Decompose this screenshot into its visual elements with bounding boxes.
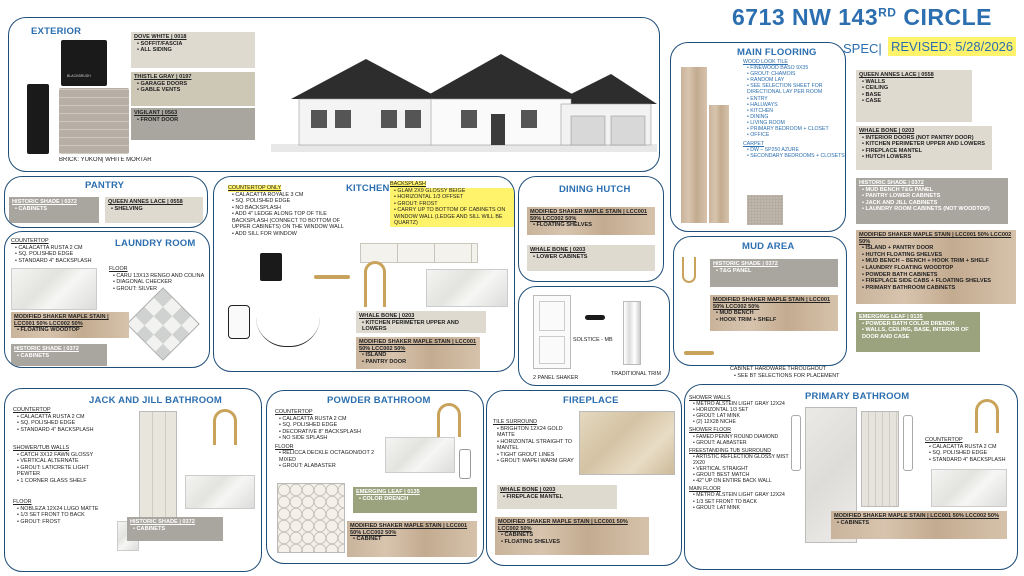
exterior-panel <box>8 17 660 172</box>
spec-item: • NOBLEZA 12X24 LUGO MATTE <box>17 506 113 513</box>
trim-sample <box>623 301 641 365</box>
section-heading: FLOOR <box>109 266 128 272</box>
swatch-item: • ISLAND + PANTRY DOOR <box>862 245 1013 252</box>
section-heading: COUNTERTOP <box>11 238 49 244</box>
section-heading: MAIN FLOOR <box>689 486 721 493</box>
checker-tile-sample <box>126 287 200 361</box>
spec-item: • HALLWAYS <box>747 102 845 108</box>
hook-icon <box>682 257 696 283</box>
spec-item: • SQ. POLISHED EDGE <box>17 420 113 427</box>
swatch-name: HISTORIC SHADE | 0372 <box>130 519 195 525</box>
swatch-maple-stain <box>356 337 480 369</box>
spec-item: • 42" UP ON ENTIRE BACK WALL <box>693 478 789 484</box>
powder-panel <box>266 390 484 564</box>
swatch-name: MODIFIED SHAKER MAPLE STAIN | LCC001 50% LCC002 50% <box>498 519 628 532</box>
paint-logo: BLACKBRUSH <box>67 74 91 78</box>
jj-floor <box>13 499 113 525</box>
spec-item: • CALACATTA RUSTA 2 CM <box>17 414 113 421</box>
section-heading: CARPET <box>743 141 765 148</box>
spec-item: • SQ. POLISHED EDGE <box>15 251 111 258</box>
section-heading: WOOD LOOK TILE <box>743 59 788 65</box>
tub-tile-sample <box>861 411 899 507</box>
spec-item: • LIVING ROOM <box>747 120 845 126</box>
spec-item: • METRO ALSTEIN LIGHT GRAY 12X24 <box>693 401 789 407</box>
swatch-maple-stain <box>831 511 1007 539</box>
swatch-name: HISTORIC SHADE | 0372 <box>713 261 778 267</box>
swatch-name: MODIFIED SHAKER MAPLE STAIN | LCC001 50% LCC002 50% <box>530 209 648 222</box>
swatch-historic-shade <box>11 344 107 366</box>
spec-item: • GROUT: FROST <box>17 519 113 526</box>
main-flooring-title: MAIN FLOORING <box>737 47 817 58</box>
swatch-item: • T&G PANEL <box>716 268 835 275</box>
swatch-name: MODIFIED SHAKER MAPLE STAIN | LCC001 50% LCC002 50% <box>359 339 477 352</box>
swatch-item: • FIREPLACE SIDE CABS + FLOATING SHELVES <box>862 278 1013 285</box>
lantern-pendant-icon <box>228 305 250 339</box>
fireplace-title: FIREPLACE <box>563 395 619 406</box>
swatch-item: • CABINETS <box>501 532 646 539</box>
spec-item: • SEE BT SELECTIONS FOR PLACEMENT <box>734 373 860 380</box>
swatch-queen-annes-lace <box>105 197 203 223</box>
swatch-maple-stain <box>495 517 649 555</box>
swatch-whale-bone <box>856 126 992 170</box>
spec-item: • CARRY UP TO BOTTOM OF CABINETS ON WINDOW WALL (LEDGE AND SILL WILL BE QUARTZ) <box>394 207 514 227</box>
swatch-item: • SOFFIT/FASCIA <box>137 41 252 48</box>
section-heading: FLOOR <box>13 499 32 505</box>
section-heading: COUNTERTOP <box>275 409 313 415</box>
laundry-title: LAUNDRY ROOM <box>115 238 196 249</box>
countertop-sample <box>11 268 97 310</box>
swatch-thistle-gray <box>131 72 255 106</box>
spec-item: • VERTICAL ALTERNATE <box>17 458 113 465</box>
swatch-item: • FIREPLACE MANTEL <box>862 148 989 155</box>
swatch-item: • LOWER CABINETS <box>533 254 652 261</box>
section-heading: FREESTANDING TUB SURROUND <box>689 447 771 454</box>
swatch-historic-shade <box>9 197 99 223</box>
swatch-item: • COLOR DRENCH <box>359 496 474 503</box>
section-heading: COUNTERTOP <box>925 437 963 443</box>
faucet-icon <box>975 399 999 433</box>
swatch-item: • CABINETS <box>837 520 1004 527</box>
spec-item: • HORIZONTAL 1/3 SET <box>693 407 789 413</box>
spec-item: • CALACATTA RUSTA 2 CM <box>929 444 1017 451</box>
swatch-item: • PANTRY DOOR <box>362 359 477 366</box>
kitchen-countertop <box>228 185 360 237</box>
kitchen-title: KITCHEN <box>346 183 390 194</box>
primary-specs <box>689 395 789 511</box>
swatch-name: EMERGING LEAF | 0135 <box>356 489 420 495</box>
swatch-item: • GARAGE DOORS <box>137 81 252 88</box>
countertop-sample <box>385 437 455 473</box>
mud-panel <box>673 236 847 366</box>
spec-item: • BRIGHTON 12X24 GOLD MATTE <box>497 426 575 439</box>
hardware-title: CABINET HARDWARE THROUGHOUT <box>730 366 827 372</box>
spec-item: • GROUT: FROST <box>394 201 514 208</box>
swatch-whale-bone <box>527 245 655 271</box>
door-panel-top <box>539 301 565 331</box>
swatch-maple-stain <box>856 230 1016 304</box>
swatch-name: WHALE BONE | 0203 <box>530 247 586 253</box>
swatch-name: HISTORIC SHADE | 0372 <box>14 346 79 352</box>
swatch-name: MODIFIED SHAKER MAPLE STAIN | LCC001 50% LCC002 50% <box>859 232 1012 245</box>
swatch-item: • HUTCH FLOATING SHELVES <box>862 252 1013 259</box>
swatch-maple-stain <box>710 295 838 331</box>
title-sup: RD <box>878 5 897 20</box>
swatch-item: • GABLE VENTS <box>137 87 252 94</box>
main-flooring-panel <box>670 42 846 232</box>
spec-item: • 1/3 SET FRONT TO BACK <box>693 499 789 505</box>
door-trim-panel <box>518 286 670 386</box>
door-panel-bottom <box>539 336 565 364</box>
swatch-item: • CABINETS <box>17 353 104 360</box>
spec-item: • DINING <box>747 114 845 120</box>
backsplash-tile-sample <box>360 243 478 263</box>
brick-label: BRICK: YUKON| WHITE MORTAR <box>59 157 152 163</box>
section-heading: SHOWER/TUB WALLS <box>13 445 70 451</box>
swatch-name: QUEEN ANNES LACE | 0558 <box>859 72 934 78</box>
jj-shower <box>13 445 113 484</box>
swatch-emerging-leaf <box>353 487 477 513</box>
swatch-item: • INTERIOR DOORS (NOT PANTRY DOOR) <box>862 135 989 142</box>
paint-swatch-deck <box>61 40 107 86</box>
spec-label: SPEC| <box>843 41 882 56</box>
swatch-item: • SHELVING <box>111 206 200 213</box>
jj-countertop <box>13 407 113 433</box>
swatch-name: WHALE BONE | 0203 <box>500 487 556 493</box>
spec-item: • NO BACKSPLASH <box>232 205 360 212</box>
fireplace-panel <box>486 390 682 566</box>
wood-tile-specs <box>743 59 845 160</box>
spec-item: • GROUT: LAT MINK <box>693 505 789 511</box>
spec-item: • SEE SELECTION SHEET FOR DIRECTIONAL LAY PER ROOM <box>747 83 845 95</box>
swatch-maple-stain <box>347 521 477 557</box>
swatch-item: • CEILING <box>862 85 969 92</box>
spec-item: • PRIMARY BEDROOM + CLOSET <box>747 126 845 132</box>
pantry-title: PANTRY <box>85 180 125 191</box>
swatch-name: MODIFIED SHAKER MAPLE STAIN | LCC001 50% LCC002 50% <box>834 513 999 519</box>
swatch-name: DOVE WHITE | 0018 <box>134 34 187 40</box>
cabinet-pull-icon <box>684 351 714 355</box>
title-main: 6713 NW 143 <box>732 4 879 30</box>
section-heading: COUNTERTOP <box>13 407 51 413</box>
spec-item: • ADD SILL FOR WINDOW <box>232 231 360 238</box>
spec-item: • HORIZONTAL 1/3 OFFSET <box>394 194 514 201</box>
swatch-whale-bone <box>356 311 486 333</box>
spec-item: • DIAGONAL CHECKER <box>113 279 210 286</box>
spec-item: • GLAM 2X9 GLOSSY BEIGE <box>394 188 514 195</box>
swatch-item: • PRIMARY BATHROOM CABINETS <box>862 285 1013 292</box>
swatch-name: WHALE BONE | 0203 <box>359 313 415 319</box>
swatch-item: • WALLS <box>862 79 969 86</box>
spec-item: • SQ. POLISHED EDGE <box>929 450 1017 457</box>
swatch-maple-stain <box>527 207 655 235</box>
swatch-item: • KITCHEN PERIMETER UPPER AND LOWERS <box>862 141 989 148</box>
spec-item: • OFFICE <box>747 132 845 138</box>
spec-item: • KITCHEN <box>747 108 845 114</box>
swatch-item: • MUD BENCH <box>716 310 835 317</box>
spec-item: • RELICCA DECKLE OCTAGON/DOT 2 MIXED <box>279 450 379 463</box>
spec-item: • GROUT: ALABASTER <box>693 440 789 446</box>
swatch-historic-shade <box>710 259 838 287</box>
spec-item: • RANDOM LAY <box>747 77 845 83</box>
powder-title: POWDER BATHROOM <box>327 395 431 406</box>
section-heading: SHOWER FLOOR <box>689 427 731 434</box>
swatch-name: QUEEN ANNES LACE | 0558 <box>108 199 183 205</box>
laundry-countertop <box>11 238 111 264</box>
spec-item: • STANDARD 4" BACKSPLASH <box>17 427 113 434</box>
spec-item: • ADD 4" LEDGE ALONG TOP OF TILE BACKSPLASH (CONNECT TO BOTTOM OF UPPER CABINETS) ON THE WINDOW WALL <box>232 211 360 231</box>
powder-countertop <box>275 409 379 470</box>
swatch-name: VIGILANT | 0563 <box>134 110 178 116</box>
swatch-item: • ALL SIDING <box>137 47 252 54</box>
mud-title: MUD AREA <box>742 241 795 252</box>
swatch-item: • BASE <box>862 92 969 99</box>
dining-title: DINING HUTCH <box>559 184 631 195</box>
door-label: 2 PANEL SHAKER <box>533 375 579 381</box>
title-tail: CIRCLE <box>896 4 992 30</box>
swatch-item: • MUD BENCH – BENCH + HOOK TRIM + SHELF <box>862 258 1013 265</box>
swatch-name: MODIFIED SHAKER MAPLE STAIN | LCC001 50% LCC002 50% <box>350 523 468 536</box>
spec-item: • STANDARD 4" BACKSPLASH <box>15 258 111 265</box>
section-heading: FLOOR <box>275 443 294 450</box>
spec-item: • GROUT: LAT MINK <box>693 413 789 419</box>
swatch-vigilant <box>131 108 255 140</box>
swatch-name: THISTLE GRAY | 0197 <box>134 74 192 80</box>
door-handle-icon <box>585 315 605 320</box>
swatch-item: • PANTRY LOWER CABINETS <box>862 193 1005 200</box>
swatch-item: • HOOK TRIM + SHELF <box>716 317 835 324</box>
swatch-queen-annes-lace <box>856 70 972 122</box>
swatch-item: • POWDER BATH CABINETS <box>862 272 1013 279</box>
spec-item: • CALACATTA RUSTA 2 CM <box>15 245 111 252</box>
page-title <box>732 4 992 31</box>
sconce-icon <box>791 415 801 471</box>
pendant-light-icon <box>260 253 282 281</box>
swatch-item: • CABINET <box>353 536 474 543</box>
laundry-panel <box>4 231 210 368</box>
revised-date: REVISED: 5/28/2026 <box>888 37 1016 56</box>
primary-countertop <box>925 437 1017 463</box>
spec-item: • CALACATTA ROYALE 3 CM <box>232 192 360 199</box>
faucet-icon <box>437 403 461 437</box>
swatch-whale-bone <box>497 485 617 509</box>
spec-item: • FINEWOOD BASO 9X35 <box>747 65 845 71</box>
swatch-name: WHALE BONE | 0203 <box>859 128 915 134</box>
spec-item: • GROUT: MAPEI WARM GRAY <box>497 458 575 465</box>
primary-bath-panel <box>684 384 1018 570</box>
lantern-icon <box>27 84 49 154</box>
faucet-icon <box>213 409 237 445</box>
section-heading: SHOWER WALLS <box>689 395 731 401</box>
wood-tile-sample <box>709 105 729 223</box>
swatch-historic-shade <box>127 517 223 541</box>
primary-title: PRIMARY BATHROOM <box>805 391 910 402</box>
door-sample <box>533 295 571 369</box>
spec-item: • CATCH 3X12 FAWN GLOSSY <box>17 452 113 459</box>
cabinet-pull-icon <box>314 275 350 279</box>
swatch-item: • KITCHEN PERIMETER UPPER AND LOWERS <box>362 320 483 333</box>
hardware-note <box>730 366 860 379</box>
section-heading: COUNTERTOP ONLY <box>228 185 282 191</box>
swatch-item: • CASE <box>862 98 969 105</box>
swatch-item: • WALLS, CEILING, BASE, INTERIOR OF DOOR AND CASE <box>862 327 977 340</box>
spec-item: • STANDARD 4" BACKSPLASH <box>929 457 1017 464</box>
spec-item: • DECORATIVE 8" BACKSPLASH <box>279 429 379 436</box>
spec-item: • (2) 12X28 NICHE <box>693 419 789 425</box>
swatch-name: HISTORIC SHADE | 0372 <box>12 199 77 205</box>
spec-item: • GROUT: BEST MATCH <box>693 472 789 478</box>
swatch-item: • CABINETS <box>133 526 220 533</box>
brick-sample <box>59 88 129 154</box>
spec-item: • ARTISTIC REFLECTION GLOSSY MIST 2X20 <box>693 454 789 466</box>
swatch-item: • ISLAND <box>362 352 477 359</box>
laundry-floor <box>109 266 210 292</box>
swatch-name: MODIFIED SHAKER MAPLE STAIN | LCC001 50% LCC002 50% <box>713 297 831 310</box>
spec-item: • SQ. POLISHED EDGE <box>232 198 360 205</box>
swatch-item: • HUTCH LOWERS <box>862 154 989 161</box>
countertop-sample <box>185 475 255 509</box>
spec-item: • VERTICAL STRAIGHT <box>693 466 789 472</box>
section-heading: BACKSPLASH <box>390 181 426 187</box>
house-rendering <box>271 44 657 162</box>
trim-label: TRADITIONAL TRIM <box>611 371 662 377</box>
spec-item: • CALACATTA RUSTA 2 CM <box>279 416 379 423</box>
swatch-item: • FLOATING SHELVES <box>533 222 652 229</box>
fireplace-surround <box>493 419 575 465</box>
exterior-title: EXTERIOR <box>31 26 82 37</box>
pantry-panel <box>4 176 208 228</box>
spec-item: • 1/3 SET FRONT TO BACK <box>17 512 113 519</box>
spec-item: • GROUT: LATICRETE LIGHT PEWTER <box>17 465 113 478</box>
swatch-dove-white <box>131 32 255 68</box>
handle-label: SOLSTICE - MB <box>573 337 613 343</box>
wood-tile-sample <box>681 67 707 223</box>
jj-title: JACK AND JILL BATHROOM <box>89 395 223 406</box>
countertop-sample <box>426 269 508 307</box>
swatch-maple-stain <box>11 312 129 338</box>
spec-item: • GROUT: ALABASTER <box>279 463 379 470</box>
swatch-item: • FRONT DOOR <box>137 117 252 124</box>
spec-item: • NO SIDE SPLASH <box>279 435 379 442</box>
spec-item: • DW – SP250 AZURE <box>747 147 845 153</box>
spec-item: • GROUT: SILVER <box>113 286 210 293</box>
swatch-name: EMERGING LEAF | 0135 <box>859 314 923 320</box>
spec-item: • 1 CORNER GLASS SHELF <box>17 478 113 485</box>
spec-item: • METRO ALSTEIN LIGHT GRAY 12X24 <box>693 492 789 498</box>
octagon-tile-sample <box>277 483 345 553</box>
swatch-name: HISTORIC SHADE | 0372 <box>859 180 924 186</box>
faucet-icon <box>364 261 386 307</box>
swatch-historic-shade <box>856 178 1008 224</box>
countertop-sample <box>931 469 1007 507</box>
section-heading: TILE SURROUND <box>493 419 538 425</box>
swatch-item: • FIREPLACE MANTEL <box>503 494 614 501</box>
sconce-icon <box>903 415 913 471</box>
spec-item: • GROUT: CHAMOIS <box>747 71 845 77</box>
swatch-item: • LAUNDRY FLOATING WOODTOP <box>862 265 1013 272</box>
sconce-icon <box>459 449 471 479</box>
swatch-item: • JACK AND JILL CABINETS <box>862 200 1005 207</box>
surround-tile-sample <box>579 411 675 475</box>
spec-item: • ENTRY <box>747 96 845 102</box>
swatch-item: • LAUNDRY ROOM CABINETS (NOT WOODTOP) <box>862 206 1005 213</box>
kitchen-backsplash <box>390 181 514 227</box>
spec-item: • FAMED PENNY ROUND DIAMOND <box>693 434 789 440</box>
spec-item: • SECONDARY BEDROOMS + CLOSETS <box>747 153 845 159</box>
swatch-name: MODIFIED SHAKER MAPLE STAIN | LCC001 50% LCC002 50% <box>14 314 109 327</box>
spec-item: • HORIZONTAL STRAIGHT TO MANTEL <box>497 439 575 452</box>
swatch-item: • FLOATING WOODTOP <box>17 327 126 334</box>
jack-jill-panel <box>4 388 262 572</box>
swatch-item: • POWDER BATH COLOR DRENCH <box>862 321 977 328</box>
chandelier-icon <box>256 301 320 347</box>
spec-item: • SQ. POLISHED EDGE <box>279 422 379 429</box>
swatch-item: • FLOATING SHELVES <box>501 539 646 546</box>
swatch-emerging-leaf <box>856 312 980 352</box>
dining-panel <box>518 176 664 282</box>
swatch-item: • CABINETS <box>15 206 96 213</box>
swatch-item: • MUD BENCH T&G PANEL <box>862 187 1005 194</box>
spec-item: • CARU 13X13 RENGO AND COLINA <box>113 273 210 280</box>
spec-item: • TIGHT GROUT LINES <box>497 452 575 459</box>
kitchen-panel <box>213 176 515 372</box>
carpet-sample <box>747 195 783 225</box>
